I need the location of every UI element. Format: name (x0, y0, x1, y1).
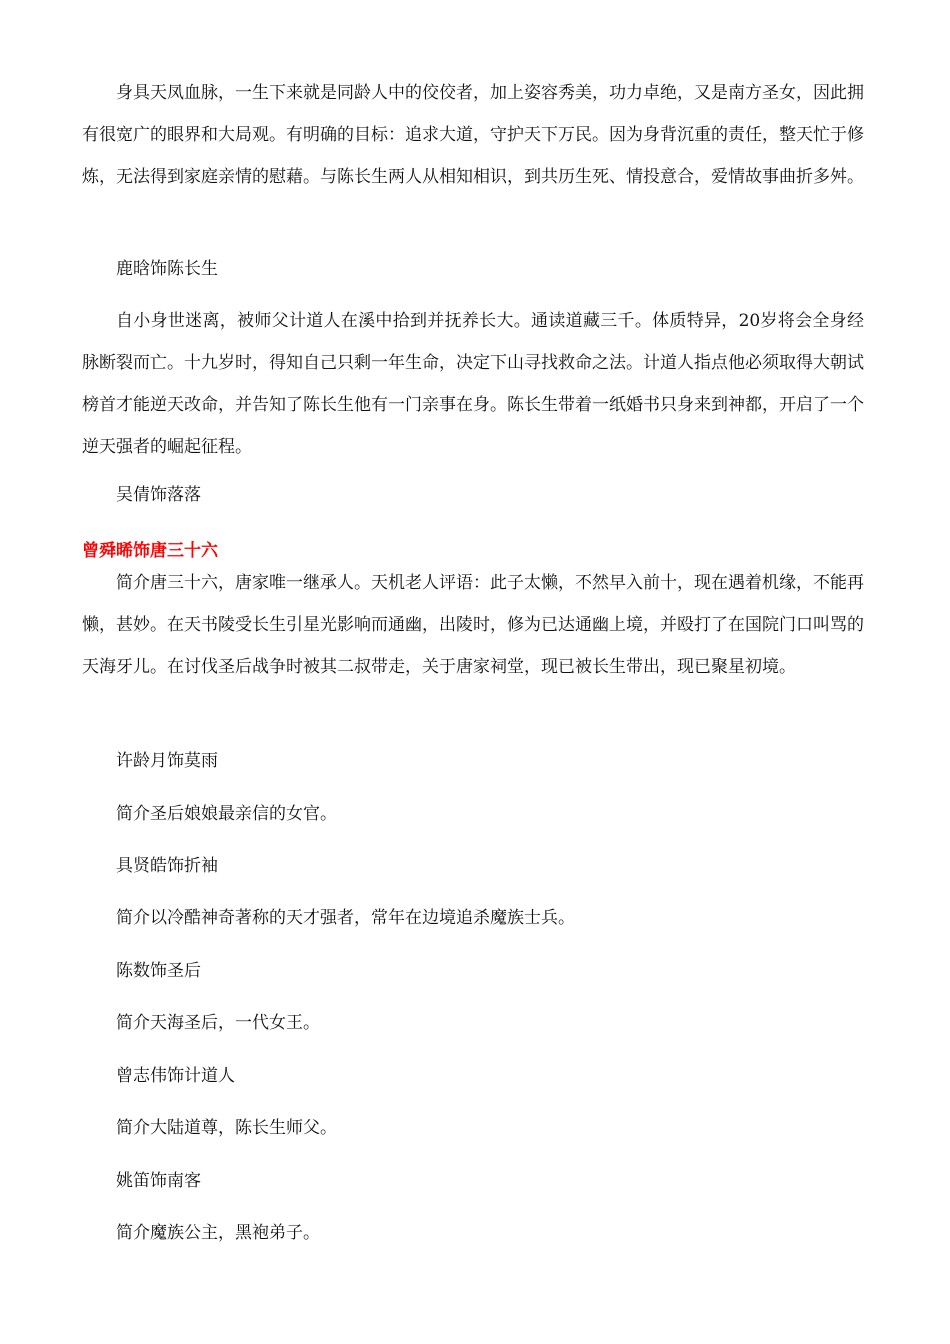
cast-line-chen: 陈数饰圣后 (116, 961, 201, 981)
desc-line-chen: 简介天海圣后，一代女王。 (116, 1013, 320, 1033)
desc-line-ju: 简介以冷酷神奇著称的天才强者，常年在边境追杀魔族士兵。 (116, 908, 575, 928)
cast-line-zengzw: 曾志伟饰计道人 (116, 1066, 235, 1086)
cast-line-wuqian: 吴倩饰落落 (116, 485, 201, 505)
desc-line-xu: 简介圣后娘娘最亲信的女官。 (116, 804, 337, 824)
desc-line-yao: 简介魔族公主，黑袍弟子。 (116, 1223, 320, 1243)
paragraph-character-intro: 身具天凤血脉，一生下来就是同龄人中的佼佼者，加上姿容秀美，功力卓绝，又是南方圣女，因此拥有很宽广的眼界和大局观。有明确的目标：追求大道，守护天下万民。因为身背沉重的责任，整天忙于修炼，无法得到家庭亲情的慰藉。与陈长生两人从相知相识，到共历生死、情投意合，爱情故事曲折多舛。 (82, 83, 864, 187)
cast-line-ju: 具贤皓饰折袖 (116, 856, 218, 876)
cast-line-luhan: 鹿晗饰陈长生 (116, 259, 218, 279)
cast-line-xu: 许龄月饰莫雨 (116, 751, 218, 771)
section-heading-tang36: 曾舜晞饰唐三十六 (82, 541, 218, 561)
desc-line-zengzw: 简介大陆道尊，陈长生师父。 (116, 1118, 337, 1138)
paragraph-chen-changsheng: 自小身世迷离，被师父计道人在溪中拾到并抚养长大。通读道藏三千。体质特异，20岁将会全身经脉断裂而亡。十九岁时，得知自己只剩一年生命，决定下山寻找救命之法。计道人指点他必须取得大朝试榜首才能逆天改命，并告知了陈长生他有一门亲事在身。陈长生带着一纸婚书只身来到神都，开启了一个逆天强者的崛起征程。 (82, 311, 864, 457)
cast-line-yao: 姚笛饰南客 (116, 1171, 201, 1191)
paragraph-tang36: 简介唐三十六，唐家唯一继承人。天机老人评语：此子太懒，不然早入前十，现在遇着机缘，不能再懒，甚妙。在天书陵受长生引星光影响而通幽，出陵时，修为已达通幽上境，并殴打了在国院门口叫骂的天海牙儿。在讨伐圣后战争时被其二叔带走，关于唐家祠堂，现已被长生带出，现已聚星初境。 (82, 573, 864, 677)
